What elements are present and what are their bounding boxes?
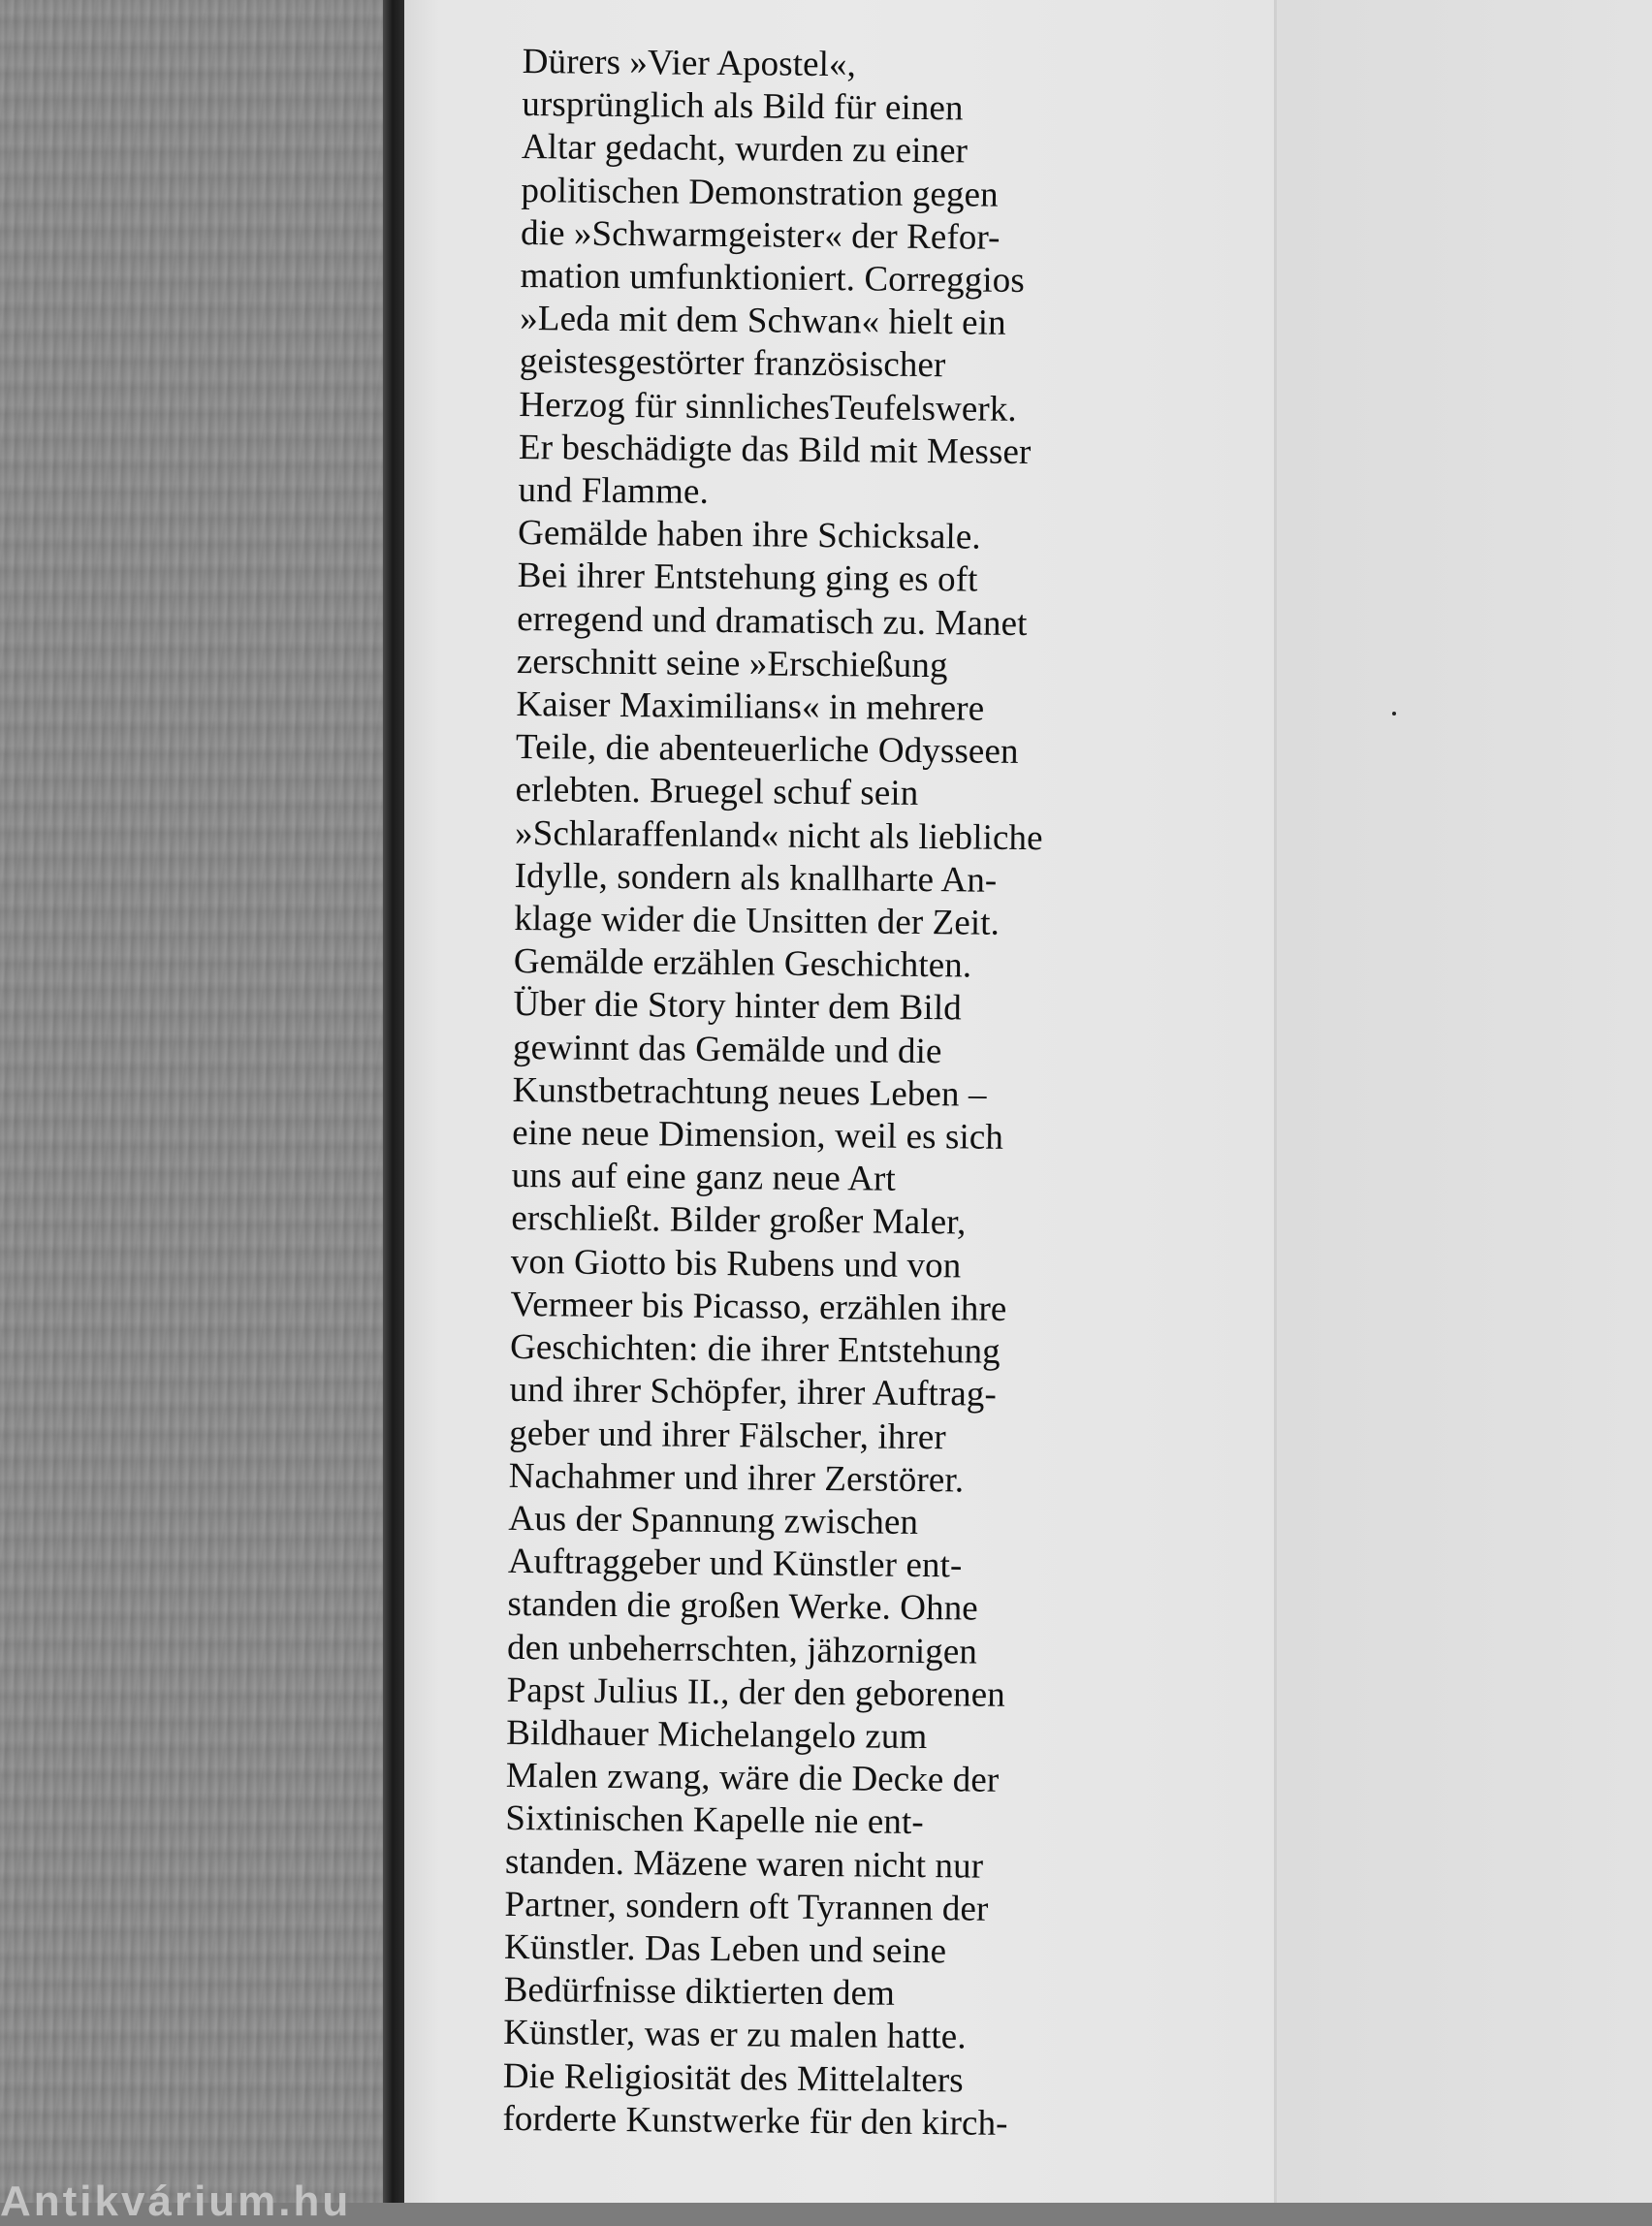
watermark-text: Antikvárium.hu: [0, 2178, 352, 2225]
text-line: Kaiser Maximilians« in mehrere: [516, 684, 985, 729]
text-line: den unbeherrschten, jähzornigen: [506, 1627, 978, 1672]
text-line: zerschnitt seine »Erschießung: [516, 641, 948, 686]
text-line: standen. Mäzene waren nicht nur: [504, 1841, 984, 1887]
text-line: Bei ihrer Entstehung ging es oft: [517, 556, 978, 600]
text-line: mation umfunktioniert. Correggios: [520, 256, 1026, 301]
text-line: geistesgestörter französischer: [519, 341, 946, 386]
text-line: und ihrer Schöpfer, ihrer Auftrag-: [509, 1370, 998, 1415]
text-line: Bildhauer Michelangelo zum: [506, 1712, 928, 1758]
text-line: »Leda mit dem Schwan« hielt ein: [520, 299, 1006, 344]
wood-background: [0, 0, 383, 2203]
text-line: Vermeer bis Picasso, erzählen ihre: [510, 1284, 1007, 1329]
text-line: Malen zwang, wäre die Decke der: [505, 1756, 1000, 1800]
text-line: Partner, sondern oft Tyrannen der: [504, 1884, 989, 1929]
text-line: Künstler. Das Leben und seine: [503, 1926, 947, 1972]
text-line: gewinnt das Gemälde und die: [512, 1027, 942, 1071]
text-line: politischen Demonstration gegen: [521, 170, 999, 215]
text-line: Die Religiosität des Mittelalters: [502, 2055, 964, 2101]
text-line: Teile, die abenteuerliche Odysseen: [515, 727, 1019, 773]
text-line: Dürers »Vier Apostel«,: [522, 41, 857, 85]
text-line: »Schlaraffenland« nicht als liebliche: [514, 812, 1043, 858]
text-line: Gemälde erzählen Geschichten.: [513, 941, 972, 986]
text-line: von Giotto bis Rubens und von: [510, 1241, 962, 1287]
text-line: eine neue Dimension, weil es sich: [511, 1113, 1004, 1158]
body-text: [502, 41, 1221, 2147]
text-line: geber und ihrer Fälscher, ihrer: [509, 1413, 946, 1457]
text-line: Herzog für sinnlichesTeufelswerk.: [519, 384, 1017, 429]
text-line: erregend und dramatisch zu. Manet: [517, 598, 1028, 644]
text-line: Sixtinischen Kapelle nie ent-: [505, 1798, 924, 1843]
text-line: Bedürfnisse diktierten dem: [503, 1970, 896, 2014]
text-line: Gemälde haben ihre Schicksale.: [517, 513, 981, 557]
text-line: Kunstbetrachtung neues Leben –: [512, 1069, 987, 1115]
text-line: Altar gedacht, wurden zu einer: [521, 127, 969, 172]
text-line: Nachahmer und ihrer Zerstörer.: [508, 1455, 965, 1501]
text-line: erlebten. Bruegel schuf sein: [515, 770, 919, 814]
text-line: erschließt. Bilder großer Maler,: [511, 1198, 967, 1243]
page-right-area: [1277, 0, 1652, 2203]
text-line: klage wider die Unsitten der Zeit.: [514, 899, 1001, 943]
book-spine-shadow: [383, 0, 404, 2203]
text-line: Geschichten: die ihrer Entstehung: [509, 1327, 1001, 1372]
text-line: Idylle, sondern als knallharte An-: [514, 855, 998, 901]
text-line: Papst Julius II., der den geborenen: [506, 1670, 1006, 1715]
dust-speck: [1392, 712, 1396, 716]
text-line: und Flamme.: [518, 470, 710, 512]
text-line: Aus der Spannung zwischen: [508, 1498, 919, 1542]
text-line: Künstler, was er zu malen hatte.: [503, 2013, 967, 2057]
text-line: Auftraggeber und Künstler ent-: [507, 1542, 963, 1586]
text-line: ursprünglich als Bild für einen: [522, 84, 964, 129]
text-line: Über die Story hinter dem Bild: [513, 984, 962, 1029]
text-line: forderte Kunstwerke für den kirch-: [502, 2098, 1008, 2144]
text-line: standen die großen Werke. Ohne: [507, 1584, 979, 1629]
text-line: Er beschädigte das Bild mit Messer: [518, 427, 1032, 472]
text-line: die »Schwarmgeister« der Refor-: [520, 212, 1001, 258]
text-line: uns auf eine ganz neue Art: [511, 1156, 897, 1200]
